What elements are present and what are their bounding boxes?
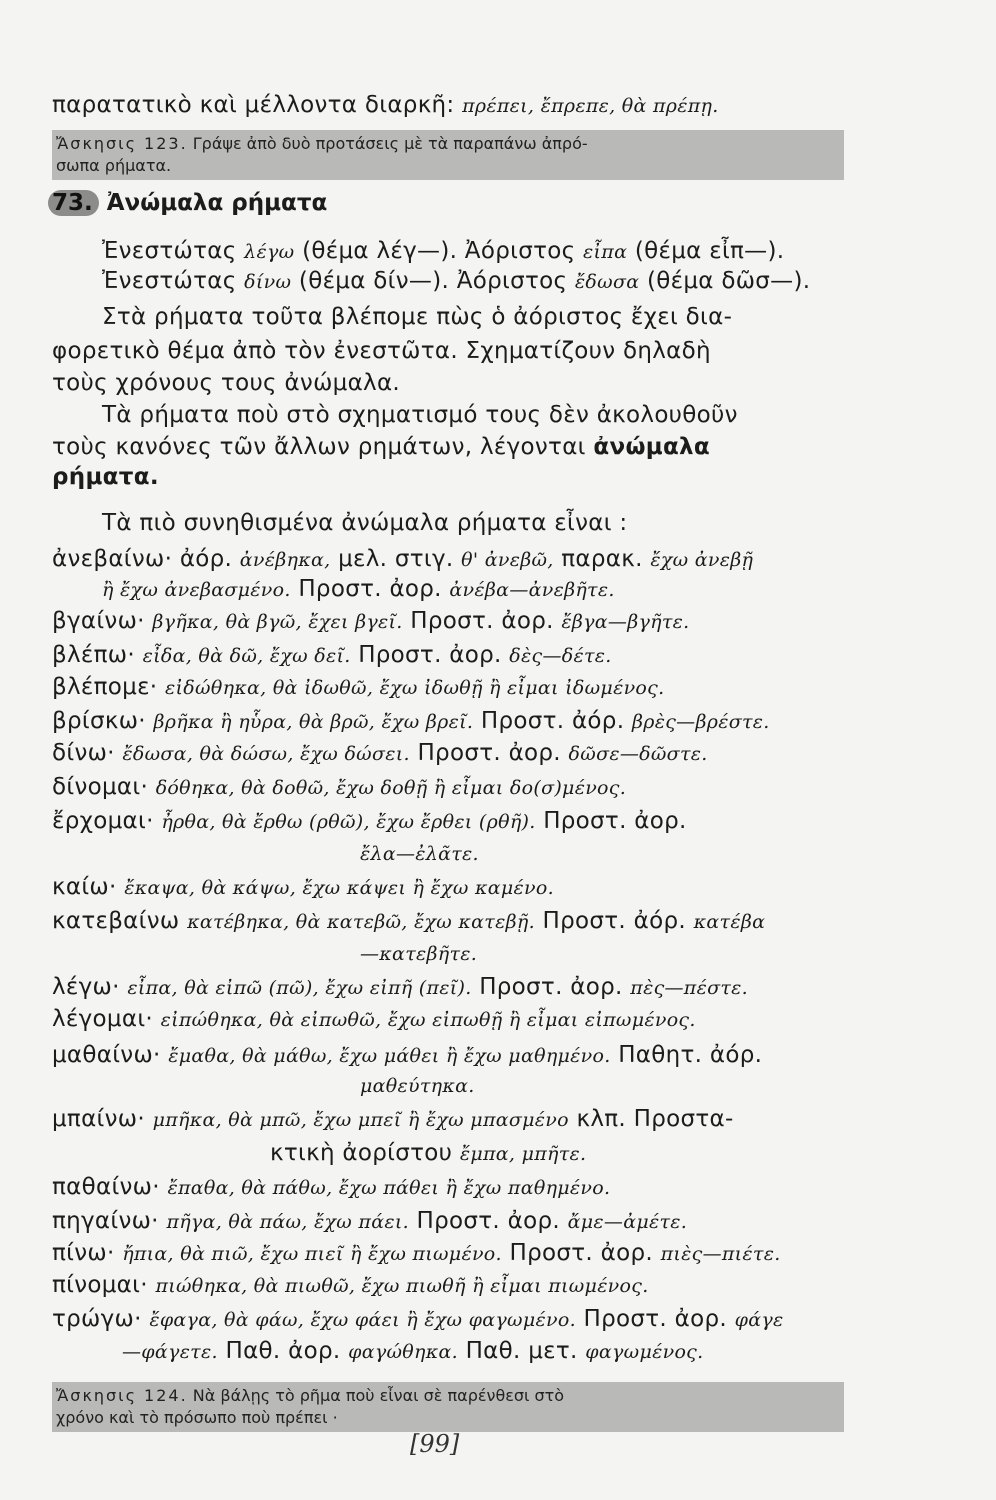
verb-entry: ἔρχομαι· ἦρθα, θὰ ἔρθω (ρθῶ), ἔχω ἔρθει (ρθῆ). Προστ. ἀορ. xyxy=(52,808,687,834)
verb-entry: κατεβαίνω κατέβηκα, θὰ κατεβῶ, ἔχω κατεβῇ. Προστ. ἀόρ. κατέβα xyxy=(52,908,766,934)
verb-entry: τρώγω· ἔφαγα, θὰ φάω, ἔχω φάει ἢ ἔχω φαγωμένο. Προστ. ἀορ. φάγε xyxy=(52,1306,784,1332)
section-title: Ἀνώμαλα ρήματα xyxy=(106,190,328,216)
page-number: [99] xyxy=(410,1430,460,1458)
text-line: Ἐνεστώτας λέγω (θέμα λέγ—). Ἀόριστος εἶπα (θέμα εἶπ—). xyxy=(102,238,785,264)
verb-entry: πίνομαι· πιώθηκα, θὰ πιωθῶ, ἔχω πιωθῆ ἢ εἶμαι πιωμένος. xyxy=(52,1272,649,1298)
text-line: Ἐνεστώτας δίνω (θέμα δίν—). Ἀόριστος ἔδωσα (θέμα δῶσ—). xyxy=(102,268,811,294)
verb-entry: ἢ ἔχω ἀνεβασμένο. Προστ. ἀορ. ἀνέβα—ἀνεβῆτε. xyxy=(102,576,615,602)
exercise-123-box xyxy=(52,130,844,180)
verb-entry: λέγομαι· εἰπώθηκα, θὰ εἰπωθῶ, ἔχω εἰπωθῇ ἢ εἶμαι εἰπωμένος. xyxy=(52,1006,696,1032)
verb-entry: πίνω· ἤπια, θὰ πιῶ, ἔχω πιεῖ ἢ ἔχω πιωμένο. Προστ. ἀορ. πιὲς—πιέτε. xyxy=(52,1240,781,1266)
section-number: 73. xyxy=(48,190,99,216)
verb-entry: βλέπομε· εἰδώθηκα, θὰ ἰδωθῶ, ἔχω ἰδωθῇ ἢ εἶμαι ἰδωμένος. xyxy=(52,674,665,700)
intro-line: παρατατικὸ καὶ μέλλοντα διαρκῆ: πρέπει, ἔπρεπε, θὰ πρέπῃ. xyxy=(52,92,719,118)
text-line: ρήματα. xyxy=(52,464,159,490)
verb-entry: λέγω· εἶπα, θὰ εἰπῶ (πῶ), ἔχω εἰπῆ (πεῖ). Προστ. ἀορ. πὲς—πέστε. xyxy=(52,974,749,1000)
exercise-label: Ἄσκησις 123. xyxy=(56,134,188,153)
text-line: φορετικὸ θέμα ἀπὸ τὸν ἐνεστῶτα. Σχηματίζουν δηλαδὴ xyxy=(52,338,711,364)
verb-entry: βλέπω· εἶδα, θὰ δῶ, ἔχω δεῖ. Προστ. ἀορ. δὲς—δέτε. xyxy=(52,642,612,668)
verb-entry: ἀνεβαίνω· ἀόρ. ἀνέβηκα, μελ. στιγ. θ' ἀνεβῶ, παρακ. ἔχω ἀνεβῇ xyxy=(52,546,754,572)
text-line: Στὰ ρήματα τοῦτα βλέπομε πὼς ὁ ἀόριστος ἔχει δια- xyxy=(102,304,733,330)
verb-entry: κτικὴ ἀορίστου ἔμπα, μπῆτε. xyxy=(270,1140,587,1166)
verb-entry: βγαίνω· βγῆκα, θὰ βγῶ, ἔχει βγεῖ. Προστ. ἀορ. ἔβγα—βγῆτε. xyxy=(52,608,690,634)
verb-entry: —φάγετε. Παθ. ἀορ. φαγώθηκα. Παθ. μετ. φαγωμένος. xyxy=(122,1338,704,1364)
verb-entry: βρίσκω· βρῆκα ἢ ηὗρα, θὰ βρῶ, ἔχω βρεῖ. Προστ. ἀόρ. βρὲς—βρέστε. xyxy=(52,708,770,734)
text-line: τοὺς χρόνους τους ἀνώμαλα. xyxy=(52,370,401,396)
verb-entry: ἔλα—ἐλᾶτε. xyxy=(360,843,479,865)
verb-entry: μαθεύτηκα. xyxy=(360,1075,475,1097)
exercise-text: χρόνο καὶ τὸ πρόσωπο ποὺ πρέπει · xyxy=(56,1408,338,1427)
verb-entry: μαθαίνω· ἔμαθα, θὰ μάθω, ἔχω μάθει ἢ ἔχω μαθημένο. Παθητ. ἀόρ. xyxy=(52,1042,763,1068)
text-line: Τὰ ρήματα ποὺ στὸ σχηματισμό τους δὲν ἀκολουθοῦν xyxy=(102,402,738,428)
verb-entry: —κατεβῆτε. xyxy=(360,943,478,965)
text-line: Τὰ πιὸ συνηθισμένα ἀνώμαλα ρήματα εἶναι : xyxy=(102,510,628,536)
exercise-124-box xyxy=(52,1382,844,1432)
exercise-text: Νὰ βάλῃς τὸ ρῆμα ποὺ εἶναι σὲ παρένθεσι στὸ xyxy=(192,1386,565,1405)
verb-entry: δίνω· ἔδωσα, θὰ δώσω, ἔχω δώσει. Προστ. ἀορ. δῶσε—δῶστε. xyxy=(52,740,708,766)
text-line: τοὺς κανόνες τῶν ἄλλων ρημάτων, λέγονται ἀνώμαλα xyxy=(52,434,711,460)
exercise-text: σωπα ρήματα. xyxy=(56,156,172,175)
verb-entry: πηγαίνω· πῆγα, θὰ πάω, ἔχω πάει. Προστ. ἀορ. ἄμε—ἀμέτε. xyxy=(52,1208,688,1234)
section-heading xyxy=(48,186,327,220)
exercise-text: Γράψε ἀπὸ δυὸ προτάσεις μὲ τὰ παραπάνω ἀπρό- xyxy=(192,134,588,153)
verb-entry: δίνομαι· δόθηκα, θὰ δοθῶ, ἔχω δοθῇ ἢ εἶμαι δο(σ)μένος. xyxy=(52,774,627,800)
verb-entry: παθαίνω· ἔπαθα, θὰ πάθω, ἔχω πάθει ἢ ἔχω παθημένο. xyxy=(52,1174,611,1200)
exercise-label: Ἄσκησις 124. xyxy=(56,1386,188,1405)
verb-entry: καίω· ἔκαψα, θὰ κάψω, ἔχω κάψει ἢ ἔχω καμένο. xyxy=(52,874,554,900)
verb-entry: μπαίνω· μπῆκα, θὰ μπῶ, ἔχω μπεῖ ἢ ἔχω μπασμένο κλπ. Προστα- xyxy=(52,1106,734,1132)
